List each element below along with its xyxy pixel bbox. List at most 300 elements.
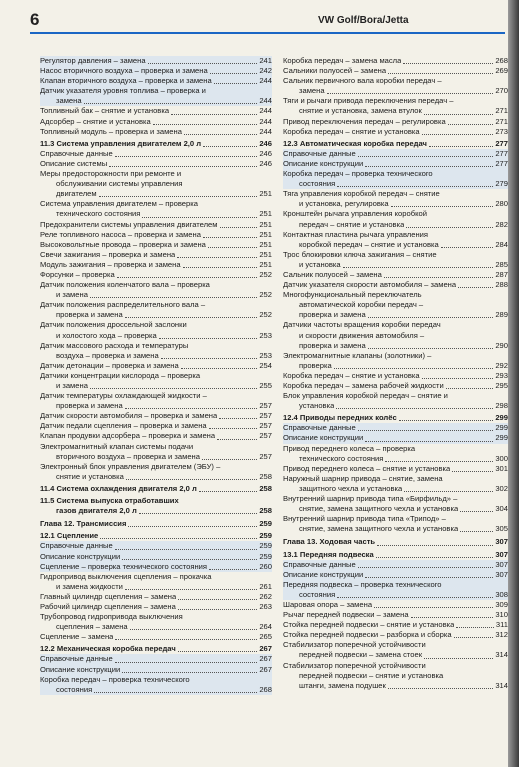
toc-entry [40, 644, 272, 654]
toc-page-number: 292 [495, 360, 508, 370]
toc-entry-text: Главный цилиндр сцепления – замена [40, 591, 177, 601]
toc-entry-text: передней подвески – снятие и установка [299, 670, 444, 680]
toc-page-number: 300 [495, 453, 508, 463]
toc-page-number: 307 [495, 549, 508, 559]
toc-dot-leader [178, 599, 257, 600]
page-number: 6 [30, 10, 40, 29]
toc-entry-text: и замена [56, 381, 88, 390]
toc-entry-text: Глава 12. Трансмиссия [40, 519, 127, 529]
toc-entry-text: Внутренний шарнир привода типа «Бирфильд» – [283, 494, 458, 504]
toc-entry [40, 519, 272, 529]
toc-entry-text: и замена жидкости [56, 581, 123, 591]
toc-page-number: 258 [259, 506, 272, 516]
toc-page-number: 280 [495, 199, 508, 209]
toc-dot-leader [153, 124, 258, 125]
toc-entry-last-line [283, 361, 508, 371]
toc-entry-text: и замена [56, 290, 88, 300]
toc-entry [283, 209, 508, 229]
toc-entry-text: передней подвески – замена стоек [299, 650, 423, 660]
toc-page-number: 271 [495, 106, 508, 116]
toc-page-number: 246 [259, 148, 272, 158]
toc-entry-text: Датчик температуры охлаждающей жидкости – [40, 391, 207, 401]
toc-page-number: 259 [259, 541, 272, 551]
toc-page-number: 304 [495, 504, 508, 514]
toc-entry-text: и установка, регулировка [299, 199, 389, 209]
toc-page-number: 263 [259, 601, 272, 611]
toc-entry-text: Клапан продувки адсорбера – проверка и замена [40, 431, 216, 441]
toc-entry-text: Реле топливного насоса – проверка и замена [40, 229, 201, 239]
toc-entry-text: Описание конструкции [283, 158, 364, 168]
toc-entry-last-line [283, 341, 508, 351]
toc-dot-leader [337, 186, 493, 187]
toc-page-number: 251 [259, 239, 272, 249]
toc-entry [283, 423, 508, 433]
toc-dot-leader [115, 549, 258, 550]
toc-dot-leader [368, 348, 494, 349]
toc-page-number: 290 [495, 340, 508, 350]
toc-page-number: 253 [259, 350, 272, 360]
toc-page-number: 244 [259, 96, 272, 106]
toc-entry-text: Стойка передней подвески – снятие и установка [283, 620, 455, 630]
toc-entry-text: Справочные данные [283, 559, 356, 569]
toc-entry-text: Датчик указателя скорости автомобиля – замена [283, 280, 457, 290]
toc-entry [40, 341, 272, 361]
toc-page-number: 251 [259, 229, 272, 239]
toc-dot-leader [452, 471, 493, 472]
toc-page-number: 289 [495, 310, 508, 320]
toc-entry-text: Рабочий цилиндр сцепления – замена [40, 601, 176, 611]
toc-page-number: 310 [495, 610, 508, 620]
toc-entry [40, 66, 272, 76]
toc-entry [40, 552, 272, 562]
toc-entry-text: Коробка передач – замена масла [283, 56, 402, 65]
toc-entry-text: Коробка передач – проверка технического [40, 674, 190, 684]
toc-dot-leader [411, 617, 494, 618]
toc-entry-text: 13.1 Передняя подвеска [283, 549, 374, 559]
toc-entry-last-line [283, 484, 508, 494]
toc-entry-text: Датчик педали сцепления – проверка и замена [40, 421, 207, 431]
toc-page-number: 277 [495, 138, 508, 148]
toc-page-number: 273 [495, 126, 508, 136]
toc-dot-leader [94, 692, 257, 693]
toc-entry-text: сцепления – замена [56, 622, 128, 632]
toc-entry-text: 12.4 Приводы передних колёс [283, 413, 397, 423]
toc-entry-last-line [40, 472, 272, 482]
toc-page-number: 252 [259, 269, 272, 279]
toc-entry-text: газов двигателя 2,0 л [56, 506, 137, 516]
toc-dot-leader [122, 559, 257, 560]
toc-dot-leader [358, 156, 494, 157]
toc-entry [283, 640, 508, 660]
toc-entry-text: Стабилизатор поперечной устойчивости [283, 660, 426, 670]
toc-entry-text: Кронштейн рычага управления коробкой [283, 209, 427, 219]
toc-entry-last-line [40, 96, 272, 106]
toc-entry-text: замена [299, 86, 325, 96]
toc-entry-text: Стабилизатор поперечной устойчивости [283, 640, 426, 650]
toc-entry [283, 117, 508, 127]
toc-entry-text: установка [299, 401, 335, 411]
page-binding-edge [508, 0, 519, 767]
toc-page-number: 301 [495, 463, 508, 473]
toc-dot-leader [115, 662, 258, 663]
toc-entry [40, 421, 272, 431]
toc-entry-last-line [283, 681, 508, 691]
toc-dot-leader [388, 688, 493, 689]
toc-dot-leader [90, 297, 257, 298]
toc-dot-leader [184, 134, 257, 135]
toc-dot-leader [365, 441, 493, 442]
toc-entry-text: Контактная пластина рычага управления [283, 229, 429, 239]
toc-entry-text: Передняя подвеска – проверка технического [283, 579, 442, 589]
toc-entry [283, 444, 508, 464]
toc-entry-text: проверка и замена [299, 310, 366, 320]
toc-entry-text: Датчик положения коленчатого вала – проверка [40, 280, 210, 290]
toc-entry-text: Справочные данные [40, 541, 113, 551]
toc-dot-leader [181, 368, 258, 369]
toc-dot-leader [219, 418, 257, 419]
toc-entry [40, 149, 272, 159]
toc-dot-leader [460, 531, 493, 532]
toc-entry-text: двигателем [56, 189, 97, 199]
toc-entry [283, 159, 508, 169]
toc-page-number: 287 [495, 269, 508, 279]
toc-entry-text: Гидропривод выключения сцепления – прокачка [40, 571, 212, 581]
toc-entry-text: Многофункциональный переключатель [283, 290, 422, 300]
toc-entry-text: Модуль зажигания – проверка и замена [40, 259, 181, 269]
toc-page-number: 284 [495, 239, 508, 249]
toc-entry-text: Привод переключения передач – регулировка [283, 116, 446, 126]
toc-entry [283, 381, 508, 391]
toc-entry-text: 11.5 Система выпуска отработавших [40, 496, 179, 506]
toc-entry-last-line [40, 452, 272, 462]
toc-entry-text: Описание системы [40, 158, 108, 168]
toc-entry-text: Адсорбер – снятие и установка [40, 116, 151, 126]
toc-entry-text: снятие и установка [56, 471, 124, 481]
toc-dot-leader [126, 479, 258, 480]
toc-dot-leader [159, 338, 258, 339]
toc-left-column [40, 56, 272, 695]
toc-entry-last-line [283, 524, 508, 534]
toc-page-number: 267 [259, 654, 272, 664]
toc-page-number: 267 [259, 664, 272, 674]
page-header [0, 0, 519, 40]
toc-entry-text: Сальники полуосей – замена [283, 66, 387, 76]
toc-entry [40, 106, 272, 116]
toc-entry-text: Описание конструкции [283, 433, 364, 443]
toc-dot-leader [422, 378, 494, 379]
toc-entry-last-line [283, 179, 508, 189]
toc-dot-leader [399, 420, 494, 421]
toc-dot-leader [115, 156, 258, 157]
toc-dot-leader [336, 408, 493, 409]
toc-entry-text: Сальник первичного вала коробки передач – [283, 76, 442, 86]
toc-entry [40, 612, 272, 632]
toc-entry-last-line [283, 310, 508, 320]
toc-entry-text: Датчики концентрации кислорода – проверка [40, 370, 201, 380]
toc-entry-text: Коробка передач – снятие и установка [283, 370, 420, 380]
toc-entry-text: Коробка передач – замена рабочей жидкости [283, 381, 444, 390]
toc-entry-text: проверка [299, 360, 332, 370]
toc-entry-text: Коробка передач – проверка технического [283, 169, 433, 179]
toc-entry-text: передач – снятие и установка [299, 219, 405, 229]
toc-dot-leader [178, 651, 258, 652]
toc-entry [283, 413, 508, 423]
toc-dot-leader [142, 217, 257, 218]
toc-entry-text: штанги, замена подушек [299, 680, 386, 690]
book-title: VW Golf/Bora/Jetta [318, 15, 409, 26]
toc-page-number: 257 [259, 431, 272, 441]
toc-entry-last-line [40, 290, 272, 300]
toc-entry-text: Трос блокировки ключа зажигания – снятие [283, 249, 437, 259]
toc-entry-text: Топливный бак – снятие и установка [40, 106, 170, 116]
toc-entry [40, 592, 272, 602]
toc-entry-text: защитного чехла и установка [299, 483, 403, 493]
toc-entry-text: проверка и замена [299, 340, 366, 350]
toc-entry-text: проверка и замена [56, 401, 123, 411]
toc-page-number: 311 [495, 620, 508, 630]
toc-entry [40, 675, 272, 695]
toc-dot-leader [424, 114, 494, 115]
toc-page-number: 298 [495, 401, 508, 411]
toc-dot-leader [337, 597, 493, 598]
toc-dot-leader [183, 267, 258, 268]
toc-entry-text: Электронный блок управления двигателем (ЭБУ) – [40, 461, 221, 471]
toc-page-number: 251 [259, 259, 272, 269]
toc-entry [283, 600, 508, 610]
toc-page-number: 299 [495, 433, 508, 443]
toc-page-number: 277 [495, 158, 508, 168]
toc-entry [283, 570, 508, 580]
toc-dot-leader [422, 134, 494, 135]
toc-dot-leader [84, 103, 258, 104]
toc-entry-text: Предохранители системы управления двигателем [40, 219, 218, 229]
toc-dot-leader [358, 567, 494, 568]
toc-entry-last-line [40, 582, 272, 592]
toc-page-number: 264 [259, 622, 272, 632]
toc-entry-text: Датчик положения распределительного вала – [40, 300, 206, 310]
toc-entry [283, 127, 508, 137]
toc-entry-text: технического состояния [56, 209, 141, 219]
toc-dot-leader [403, 63, 493, 64]
toc-dot-leader [203, 146, 257, 147]
toc-dot-leader [429, 146, 493, 147]
toc-entry [283, 580, 508, 600]
toc-dot-leader [441, 247, 494, 248]
toc-entry [40, 127, 272, 137]
toc-dot-leader [90, 388, 257, 389]
toc-entry-text: Сальник полуосей – замена [283, 269, 382, 279]
toc-dot-leader [376, 557, 494, 558]
toc-entry [40, 230, 272, 240]
toc-entry [283, 56, 508, 66]
toc-entry-text: обслуживании системы управления [56, 179, 183, 189]
toc-right-column [283, 56, 508, 691]
toc-page-number: 302 [495, 483, 508, 493]
toc-dot-leader [374, 607, 493, 608]
toc-entry-text: 11.4 Система охлаждения двигателя 2,0 л [40, 483, 197, 493]
toc-page-number: 244 [259, 116, 272, 126]
toc-entry-text: 12.1 Сцепление [40, 531, 99, 541]
toc-dot-leader [384, 277, 493, 278]
toc-page-number: 268 [495, 56, 508, 65]
toc-dot-leader [130, 629, 258, 630]
toc-entry-last-line [283, 199, 508, 209]
toc-page-number: 257 [259, 411, 272, 421]
toc-entry [283, 391, 508, 411]
toc-entry [283, 433, 508, 443]
toc-dot-leader [139, 513, 258, 514]
toc-dot-leader [99, 196, 258, 197]
toc-entry [40, 56, 272, 66]
toc-entry-last-line [283, 86, 508, 96]
toc-entry-text: Топливный модуль – проверка и замена [40, 126, 182, 136]
toc-page-number: 308 [495, 589, 508, 599]
toc-entry-text: снятие и установка, замена втулок [299, 106, 422, 116]
toc-page-number: 314 [495, 650, 508, 660]
toc-entry-text: 12.2 Механическая коробка передач [40, 644, 176, 654]
toc-entry [283, 96, 508, 116]
toc-dot-leader [122, 672, 257, 673]
toc-dot-leader [458, 287, 493, 288]
toc-entry-text: Справочные данные [283, 423, 356, 433]
toc-dot-leader [209, 569, 257, 570]
toc-entry [40, 484, 272, 494]
toc-entry-text: Справочные данные [40, 654, 113, 664]
toc-entry [40, 632, 272, 642]
toc-entry-last-line [40, 209, 272, 219]
toc-entry [40, 602, 272, 612]
toc-dot-leader [125, 589, 257, 590]
toc-page-number: 270 [495, 86, 508, 96]
toc-entry-last-line [283, 504, 508, 514]
toc-entry-text: Справочные данные [40, 148, 113, 158]
toc-entry-last-line [40, 685, 272, 695]
toc-entry [40, 361, 272, 371]
toc-dot-leader [391, 206, 494, 207]
toc-entry [40, 572, 272, 592]
toc-entry-last-line [40, 310, 272, 320]
toc-dot-leader [199, 491, 258, 492]
toc-entry-text: Датчик скорости автомобиля – проверка и замена [40, 411, 218, 421]
toc-entry [40, 159, 272, 169]
toc-entry-last-line [40, 381, 272, 391]
toc-page-number: 261 [259, 581, 272, 591]
toc-page-number: 251 [259, 209, 272, 219]
toc-page-number: 279 [495, 179, 508, 189]
toc-entry-text: проверка и замена [56, 310, 123, 320]
toc-dot-leader [460, 511, 493, 512]
toc-entry-last-line [40, 331, 272, 341]
toc-dot-leader [220, 227, 258, 228]
toc-entry [283, 464, 508, 474]
toc-dot-leader [178, 609, 258, 610]
toc-page-number: 285 [495, 259, 508, 269]
toc-page-number: 252 [259, 310, 272, 320]
toc-dot-leader [377, 545, 493, 546]
toc-entry [40, 411, 272, 421]
toc-entry-text: Привод переднего колеса – снятие и установка [283, 463, 451, 473]
toc-entry-text: Тяга управления коробкой передач – снятие [283, 189, 440, 199]
toc-entry-text: Регулятор давления – замена [40, 56, 146, 65]
toc-entry-last-line [40, 189, 272, 199]
toc-entry [40, 250, 272, 260]
toc-entry-text: Внутренний шарнир привода типа «Трипод» – [283, 514, 446, 524]
toc-page-number: 257 [259, 451, 272, 461]
toc-entry-text: Сцепление – замена [40, 632, 114, 642]
toc-page-number: 258 [259, 483, 272, 493]
toc-page-number: 288 [495, 280, 508, 290]
toc-entry [283, 230, 508, 250]
toc-page-number: 257 [259, 421, 272, 431]
toc-entry [283, 149, 508, 159]
toc-entry [283, 66, 508, 76]
toc-page-number: 268 [259, 684, 272, 694]
toc-page-number: 265 [259, 632, 272, 642]
toc-entry [40, 199, 272, 219]
toc-entry [40, 169, 272, 199]
toc-entry [40, 76, 272, 86]
toc-entry-text: Сцепление – проверка технического состояния [40, 561, 208, 571]
toc-entry [283, 290, 508, 320]
toc-entry-text: воздуха – проверка и замена [56, 350, 159, 360]
toc-entry-text: Клапан вторичного воздуха – проверка и замена [40, 76, 212, 86]
toc-page-number: 271 [495, 116, 508, 126]
toc-entry-text: Насос вторичного воздуха – проверка и замена [40, 66, 208, 76]
toc-dot-leader [214, 83, 258, 84]
toc-entry-text: 11.3 Система управления двигателем 2,0 л [40, 138, 202, 148]
toc-entry [40, 531, 272, 541]
toc-page-number: 269 [495, 66, 508, 76]
toc-entry-text: и установка [299, 259, 341, 269]
toc-page-number: 282 [495, 219, 508, 229]
toc-page-number: 251 [259, 219, 272, 229]
toc-dot-leader [446, 388, 494, 389]
toc-page-number: 267 [259, 644, 272, 654]
toc-entry-text: автоматической коробки передач – [299, 300, 424, 310]
toc-page-number: 252 [259, 290, 272, 300]
toc-entry-last-line [40, 622, 272, 632]
toc-entry-text: Блок управления коробкой передач – снятие и [283, 391, 448, 401]
toc-entry-last-line [40, 351, 272, 361]
toc-page-number: 307 [495, 569, 508, 579]
toc-page-number: 259 [259, 551, 272, 561]
toc-entry [283, 560, 508, 570]
toc-page-number: 295 [495, 381, 508, 390]
toc-entry [40, 391, 272, 411]
toc-entry [283, 661, 508, 691]
toc-dot-leader [209, 428, 258, 429]
toc-page-number: 258 [259, 471, 272, 481]
toc-dot-leader [100, 538, 257, 539]
toc-page-number: 251 [259, 249, 272, 259]
toc-dot-leader [115, 639, 257, 640]
toc-entry-text: состояния [56, 684, 93, 694]
toc-page-number: 307 [495, 559, 508, 569]
toc-page-number: 257 [259, 401, 272, 411]
toc-entry-last-line [40, 506, 272, 516]
toc-page-number: 312 [495, 630, 508, 640]
toc-dot-leader [404, 491, 493, 492]
toc-entry-last-line [283, 650, 508, 660]
toc-page-number: 246 [259, 138, 272, 148]
toc-entry-text: Шаровая опора – замена [283, 599, 373, 609]
toc-dot-leader [202, 459, 257, 460]
toc-dot-leader [217, 439, 257, 440]
toc-entry-text: снятие, замена защитного чехла и установка [299, 504, 459, 514]
toc-entry-text: Справочные данные [283, 148, 356, 158]
toc-entry-text: Коробка передач – снятие и установка [283, 126, 420, 136]
toc-dot-leader [171, 114, 257, 115]
